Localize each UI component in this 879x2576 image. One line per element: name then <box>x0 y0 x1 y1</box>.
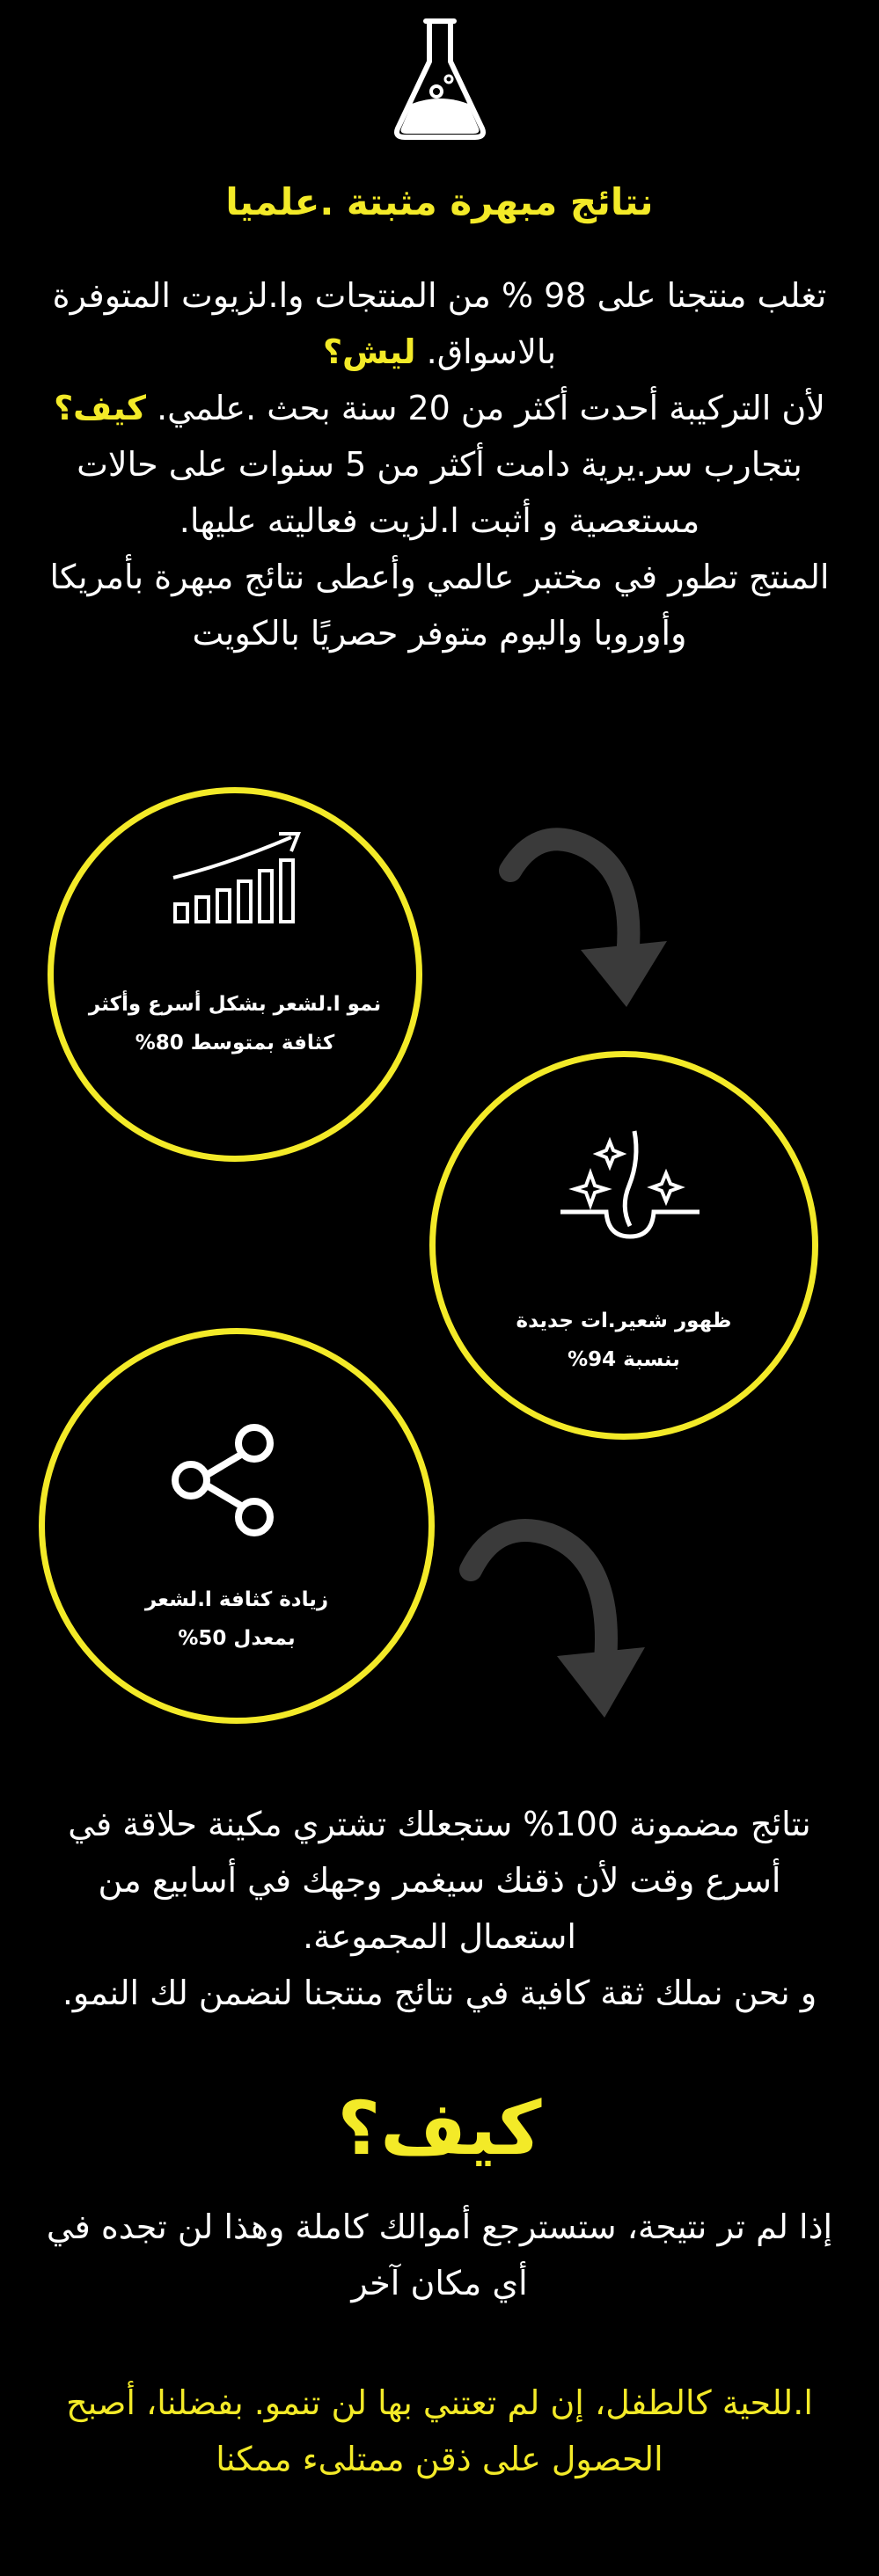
stat-text-new-hair <box>436 1302 812 1379</box>
stat-density-line-2: بمعدل 50% <box>178 1627 296 1650</box>
intro-line-6: المنتج تطور في مختبر عالمي وأعطى نتائج مبهرة بأمريكا <box>49 558 830 596</box>
stat-density-line-1: زيادة كثافة ا.لشعر <box>144 1588 329 1611</box>
guarantee-line-1: نتائج مضمونة 100% ستجعلك تشتري مكينة حلاقة في <box>68 1805 811 1843</box>
intro-how-highlight: كيف؟ <box>54 389 146 427</box>
guarantee-line-4: و نحن نملك ثقة كافية في نتائج منتجنا لنضمن لك النمو. <box>62 1974 817 2012</box>
guarantee-line-3: استعمال المجموعة. <box>303 1917 576 1956</box>
how-title: كيف؟ <box>337 2085 542 2171</box>
curved-arrow-icon <box>444 1508 664 1737</box>
closing-paragraph <box>0 2375 879 2487</box>
intro-line-7: وأوروبا واليوم متوفر حصريًا بالكويت <box>192 614 687 653</box>
stat-circle-growth <box>48 787 422 1162</box>
guarantee-paragraph <box>0 1796 879 2021</box>
stat-new-hair-line-1: ظهور شعير.ات جديدة <box>516 1310 732 1332</box>
stat-text-growth <box>54 985 416 1062</box>
curved-arrow-icon <box>475 818 695 1029</box>
intro-line-3-text: لأن التركيبة أحدت أكثر من 20 سنة بحث .علمي. <box>157 389 825 427</box>
stat-growth-line-1: نمو ا.لشعر بشكل أسرع وأكثر <box>88 993 382 1016</box>
intro-line-1: تغلب منتجنا على 98 % من المنتجات وا.لزيوت المتوفرة <box>52 276 827 315</box>
guarantee-line-2: أسرع وقت لأن ذقنك سيغمر وجهك في أسابيع من <box>98 1861 781 1900</box>
closing-line-1: ا.للحية كالطفل، إن لم تعتني بها لن تنمو. بفضلنا، أصبح <box>66 2383 813 2422</box>
refund-line-1: إذا لم تر نتيجة، ستسترجع أموالك كاملة وهذا لن تجده في <box>46 2207 833 2246</box>
closing-line-2: الحصول على ذقن ممتلىء ممكنا <box>216 2440 663 2478</box>
intro-line-5: مستعصية و أثبت ا.لزيت فعاليته عليها. <box>179 501 700 540</box>
intro-line-2 <box>0 324 879 380</box>
intro-line-2-text: بالاسواق. <box>426 332 557 371</box>
refund-line-2: أي مكان آخر <box>351 2264 528 2302</box>
refund-paragraph <box>0 2199 879 2311</box>
stat-circle-density <box>39 1328 435 1724</box>
intro-line-3 <box>0 380 879 436</box>
intro-why-highlight: ليش؟ <box>322 332 416 371</box>
intro-paragraph <box>0 267 879 661</box>
stat-text-density <box>45 1580 429 1658</box>
share-icon <box>166 1422 289 1549</box>
flask-icon <box>391 16 489 141</box>
intro-line-4: بتجارب سر.يرية دامت أكثر من 5 سنوات على حالات <box>77 445 802 484</box>
stat-new-hair-line-2: بنسبة 94% <box>568 1348 680 1371</box>
stat-circle-new-hair <box>429 1051 818 1440</box>
growth-chart-icon <box>168 828 309 930</box>
stat-growth-line-2: كثافة بمتوسط 80% <box>135 1032 335 1054</box>
hair-follicle-icon <box>555 1127 705 1245</box>
section-title: نتائج مبهرة مثبتة .علميا <box>225 180 654 223</box>
